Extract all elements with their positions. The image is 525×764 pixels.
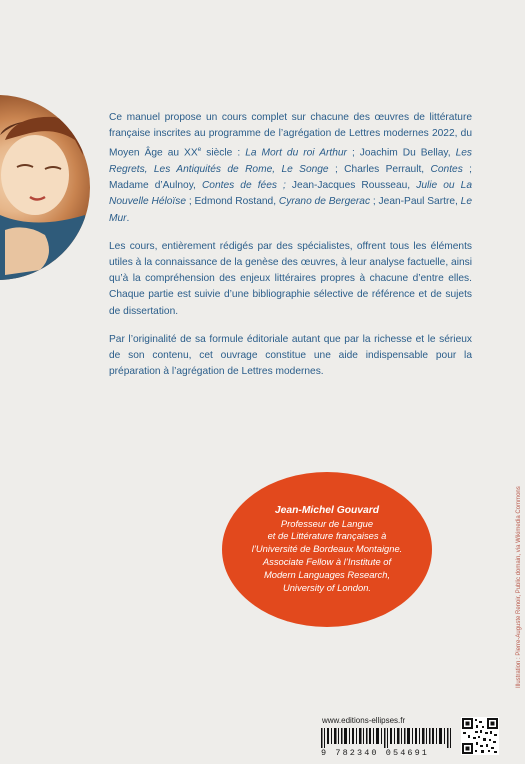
- isbn-number: 9 782340 054691: [321, 748, 430, 758]
- publisher-website[interactable]: www.editions-ellipses.fr: [322, 716, 406, 725]
- author-bio-line: Professeur de Langue: [280, 517, 374, 529]
- intro-paragraph: Ce manuel propose un cours complet sur chacune des œuvres de littérature française inscrites au programme de l’agrégation de Lettres modernes 2022, du Moyen Âge au XXe siècle : La Mort du roi Arthur ; Joachim Du Bellay, Les Regrets, Les Antiquités de Rome, Le Songe ; Charles Perrault, Contes ; Madame d’Aulnoy, Contes de fées ; Jean-Jacques Rousseau, Julie ou La Nouvelle Héloïse ; Edmond Rostand, Cyrano de Bergerac ; Jean-Paul Sartre, Le Mur.: [109, 112, 473, 224]
- renoir-painting-image: [0, 95, 90, 280]
- qr-code-icon[interactable]: [461, 717, 499, 755]
- author-bio-line: Modern Languages Research,: [263, 568, 391, 580]
- author-badge: [222, 472, 432, 627]
- author-bio-line: et de Littérature françaises à: [267, 530, 387, 542]
- author-name: Jean-Michel Gouvard: [274, 504, 380, 516]
- description-text: [109, 110, 472, 392]
- author-bio-line: l’Université de Bordeaux Montaigne.: [251, 543, 403, 555]
- barcode-icon: [321, 728, 454, 748]
- conclusion-paragraph: Par l’originalité de sa formule éditoriale autant que par la richesse et le sérieux de son contenu, cet ouvrage constitue une aide indispensable pour la préparation à l’agrégation de Lettres modernes.: [109, 333, 472, 378]
- courses-paragraph: Les cours, entièrement rédigés par des spécialistes, offrent tous les éléments utiles à la connaissance de la genèse des œuvres, à leur analyse factuelle, ainsi qu’à la compréhension des enjeux littéraires propres à chacune d’entre elles. Chaque partie est suivie d’une bibliographie sélective de référence et de sujets de dissertation.: [109, 240, 472, 317]
- illustration-credit: Illustration : Pierre-Auguste Renoir, Public domain, via Wikimedia Commons: [516, 486, 522, 688]
- author-bio-line: Associate Fellow à l’Institute of: [262, 556, 392, 567]
- author-bio-line: University of London.: [282, 581, 372, 593]
